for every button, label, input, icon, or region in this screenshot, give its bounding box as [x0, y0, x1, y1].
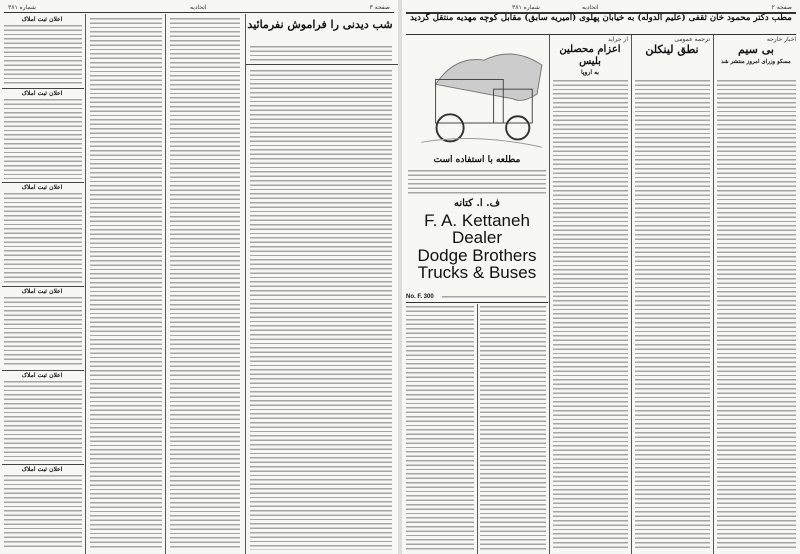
page-label: صفحه ۲ — [771, 4, 792, 11]
article-subtitle: مسکو وزرای امروز منتشر شد — [721, 58, 791, 65]
text-column — [406, 306, 474, 550]
banner-rule — [406, 34, 796, 35]
notice-title: اعلان ثبت املاک — [21, 90, 63, 97]
article-kicker: ترجمه عمومی — [674, 36, 710, 43]
ad-block — [406, 212, 548, 281]
text-block — [4, 25, 82, 85]
text-block — [4, 99, 82, 179]
text-block — [4, 475, 82, 550]
text-column — [250, 70, 392, 550]
ad-line: Trucks & Buses — [417, 262, 537, 282]
ad-name-fa: ف. ا. کتانه — [453, 198, 501, 209]
text-column — [635, 80, 710, 550]
notice-title: اعلان ثبت املاک — [21, 466, 63, 473]
ad-text — [408, 170, 546, 196]
article-title: اعزام محصلین بلیس — [559, 44, 621, 67]
text-column — [480, 306, 546, 550]
text-column — [553, 80, 628, 550]
article-header — [716, 36, 796, 65]
issue-label: شماره ۳۸۱ — [8, 4, 36, 11]
paper-name: اتحادیه — [190, 4, 207, 11]
article-header — [634, 36, 710, 57]
notice-title: اعلان ثبت املاک — [21, 372, 63, 379]
ad-line: F. A. Kettaneh — [424, 211, 530, 230]
left-page — [0, 0, 398, 554]
text-block — [4, 297, 82, 367]
right-page — [402, 0, 800, 554]
article-subtitle: به اروپا — [581, 69, 599, 76]
ad-rule — [406, 302, 548, 303]
header-rule — [4, 12, 394, 13]
text-block — [4, 193, 82, 283]
article-header — [552, 36, 628, 76]
truck-illustration — [414, 36, 549, 152]
ad-line: Dealer — [451, 228, 503, 248]
article-title: نطق لینکلن — [645, 43, 699, 56]
text-column — [90, 18, 162, 550]
article-title: بی سیم — [738, 43, 774, 56]
notice-title: اعلان ثبت املاک — [21, 184, 63, 191]
text-column — [717, 80, 796, 550]
ad-number: No. F. 300 — [406, 294, 434, 300]
text-column — [170, 18, 240, 550]
page-label: صفحه ۳ — [369, 4, 390, 11]
text-block — [250, 46, 392, 62]
paper-name: اتحادیه — [582, 4, 599, 11]
ad-caption: مطلعه با استفاده است — [433, 155, 521, 165]
issue-label: شماره ۳۸۱ — [512, 4, 540, 11]
article-kicker: از جراید — [608, 36, 628, 43]
banner-notice: مطب دکتر محمود خان ثقفی (علیم الدوله) به خیابان پهلوی (امیریه سابق) مقابل کوچه مهدیه منتقل گردید — [410, 13, 792, 23]
text-block — [442, 296, 546, 300]
article-kicker: اخبار خارجه — [766, 36, 796, 43]
ad-line: Dodge Brothers — [417, 245, 537, 265]
notice-title: اعلان ثبت املاک — [21, 16, 63, 23]
headline: شب دیدنی را فراموش نفرمائید — [247, 18, 393, 31]
text-block — [4, 381, 82, 461]
notice-title: اعلان ثبت املاک — [21, 288, 63, 295]
